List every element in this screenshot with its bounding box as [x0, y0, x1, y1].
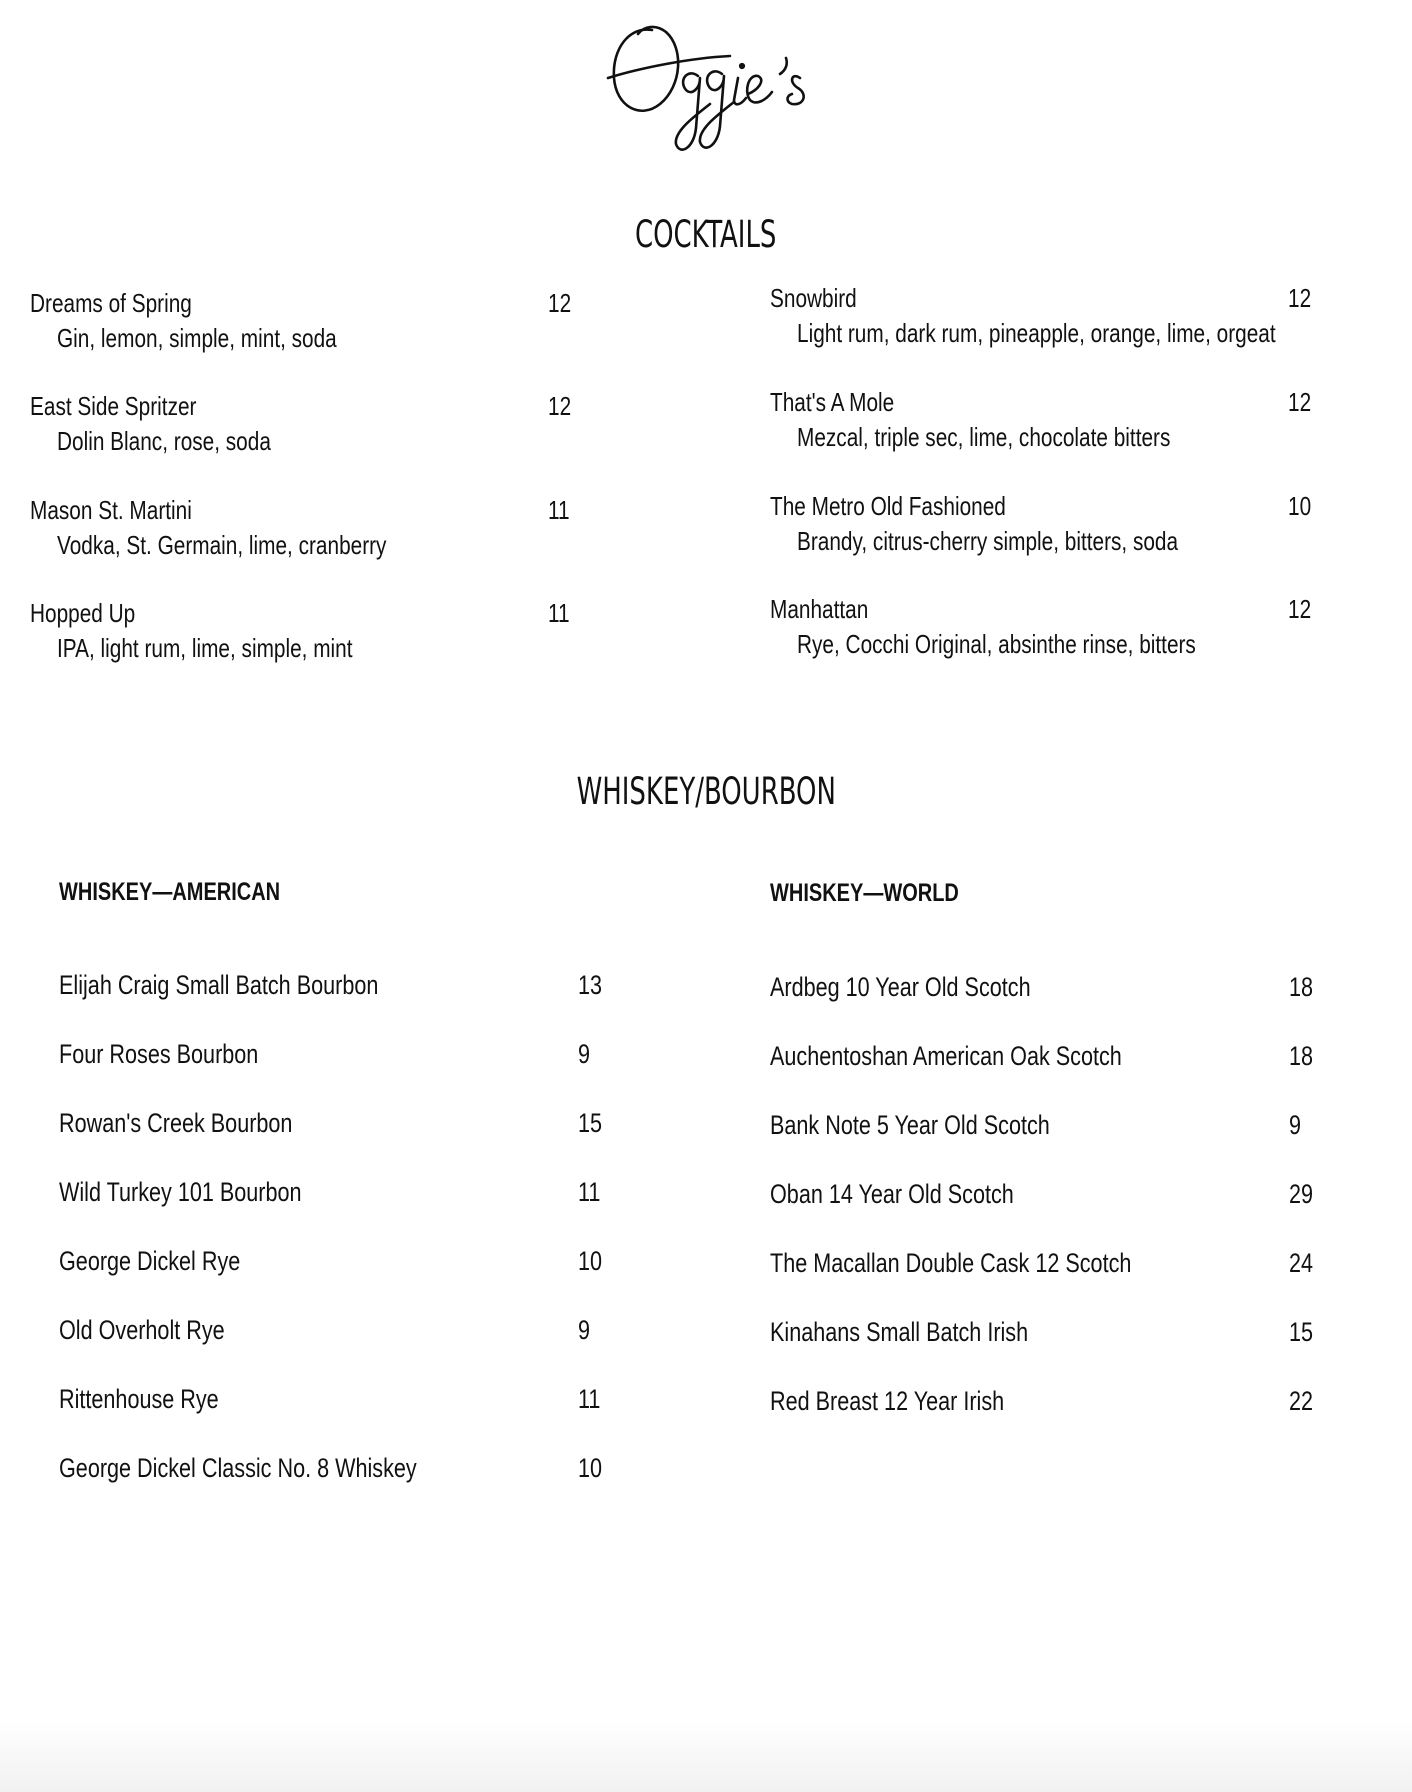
cocktails-title: COCKTAILS [635, 213, 777, 256]
whiskey-name: Four Roses Bourbon [59, 1039, 259, 1069]
cocktail-price: 11 [548, 598, 570, 628]
whiskey-world-heading: WHISKEY—WORLD [770, 879, 959, 907]
cocktail-price: 12 [548, 391, 572, 421]
whiskey-price: 29 [1289, 1179, 1314, 1209]
cocktail-description: Gin, lemon, simple, mint, soda [57, 323, 337, 353]
whiskey-price: 18 [1289, 1041, 1314, 1071]
cocktail-name: The Metro Old Fashioned [770, 491, 1006, 521]
cocktail-description: Dolin Blanc, rose, soda [57, 426, 271, 456]
cocktail-description: IPA, light rum, lime, simple, mint [57, 633, 353, 663]
cocktail-price: 12 [548, 288, 572, 318]
whiskey-name: Ardbeg 10 Year Old Scotch [770, 972, 1031, 1002]
cocktail-name: East Side Spritzer [30, 391, 197, 421]
whiskey-name: Oban 14 Year Old Scotch [770, 1179, 1014, 1209]
whiskey-price: 9 [1289, 1110, 1302, 1140]
whiskey-american-heading: WHISKEY—AMERICAN [59, 878, 281, 906]
whiskey-price: 18 [1289, 972, 1314, 1002]
cocktail-name: Manhattan [770, 594, 869, 624]
whiskey-price: 15 [1289, 1317, 1314, 1347]
cocktail-name: Dreams of Spring [30, 288, 192, 318]
whiskey-price: 10 [578, 1453, 603, 1483]
whiskey-price: 15 [578, 1108, 603, 1138]
whiskey-price: 9 [578, 1315, 591, 1345]
whiskey-name: Elijah Craig Small Batch Bourbon [59, 970, 379, 1000]
whiskey-name: Rowan's Creek Bourbon [59, 1108, 293, 1138]
cocktail-name: Mason St. Martini [30, 495, 192, 525]
cocktail-price: 10 [1288, 491, 1312, 521]
oggies-logo [600, 8, 840, 168]
whiskey-name: Red Breast 12 Year Irish [770, 1386, 1005, 1416]
whiskey-name: George Dickel Classic No. 8 Whiskey [59, 1453, 417, 1483]
cocktail-price: 12 [1288, 283, 1312, 313]
cocktail-description: Vodka, St. Germain, lime, cranberry [57, 530, 387, 560]
whiskey-name: George Dickel Rye [59, 1246, 241, 1276]
cocktail-name: That's A Mole [770, 387, 895, 417]
cocktail-price: 11 [548, 495, 570, 525]
whiskey-price: 22 [1289, 1386, 1314, 1416]
cocktail-price: 12 [1288, 387, 1312, 417]
cocktail-price: 12 [1288, 594, 1312, 624]
whiskey-price: 9 [578, 1039, 591, 1069]
whiskey-name: Auchentoshan American Oak Scotch [770, 1041, 1122, 1071]
whiskey-name: Wild Turkey 101 Bourbon [59, 1177, 302, 1207]
cocktail-description: Rye, Cocchi Original, absinthe rinse, bitters [797, 629, 1196, 659]
cocktail-name: Snowbird [770, 283, 857, 313]
cocktail-name: Hopped Up [30, 598, 136, 628]
oggies-script-logo [600, 8, 840, 168]
whiskey-price: 13 [578, 970, 603, 1000]
whiskey-price: 11 [578, 1384, 601, 1414]
whiskey-name: The Macallan Double Cask 12 Scotch [770, 1248, 1132, 1278]
whiskey-name: Rittenhouse Rye [59, 1384, 219, 1414]
whiskey-name: Old Overholt Rye [59, 1315, 225, 1345]
page-bottom-shadow [0, 1722, 1412, 1792]
cocktail-description: Mezcal, triple sec, lime, chocolate bitters [797, 422, 1171, 452]
whiskey-price: 24 [1289, 1248, 1314, 1278]
whiskey-price: 10 [578, 1246, 603, 1276]
whiskey-title: WHISKEY/BOURBON [576, 770, 836, 813]
whiskey-price: 11 [578, 1177, 601, 1207]
cocktail-description: Brandy, citrus-cherry simple, bitters, soda [797, 526, 1179, 556]
whiskey-name: Bank Note 5 Year Old Scotch [770, 1110, 1050, 1140]
cocktail-description: Light rum, dark rum, pineapple, orange, lime, orgeat [797, 318, 1276, 348]
whiskey-name: Kinahans Small Batch Irish [770, 1317, 1029, 1347]
